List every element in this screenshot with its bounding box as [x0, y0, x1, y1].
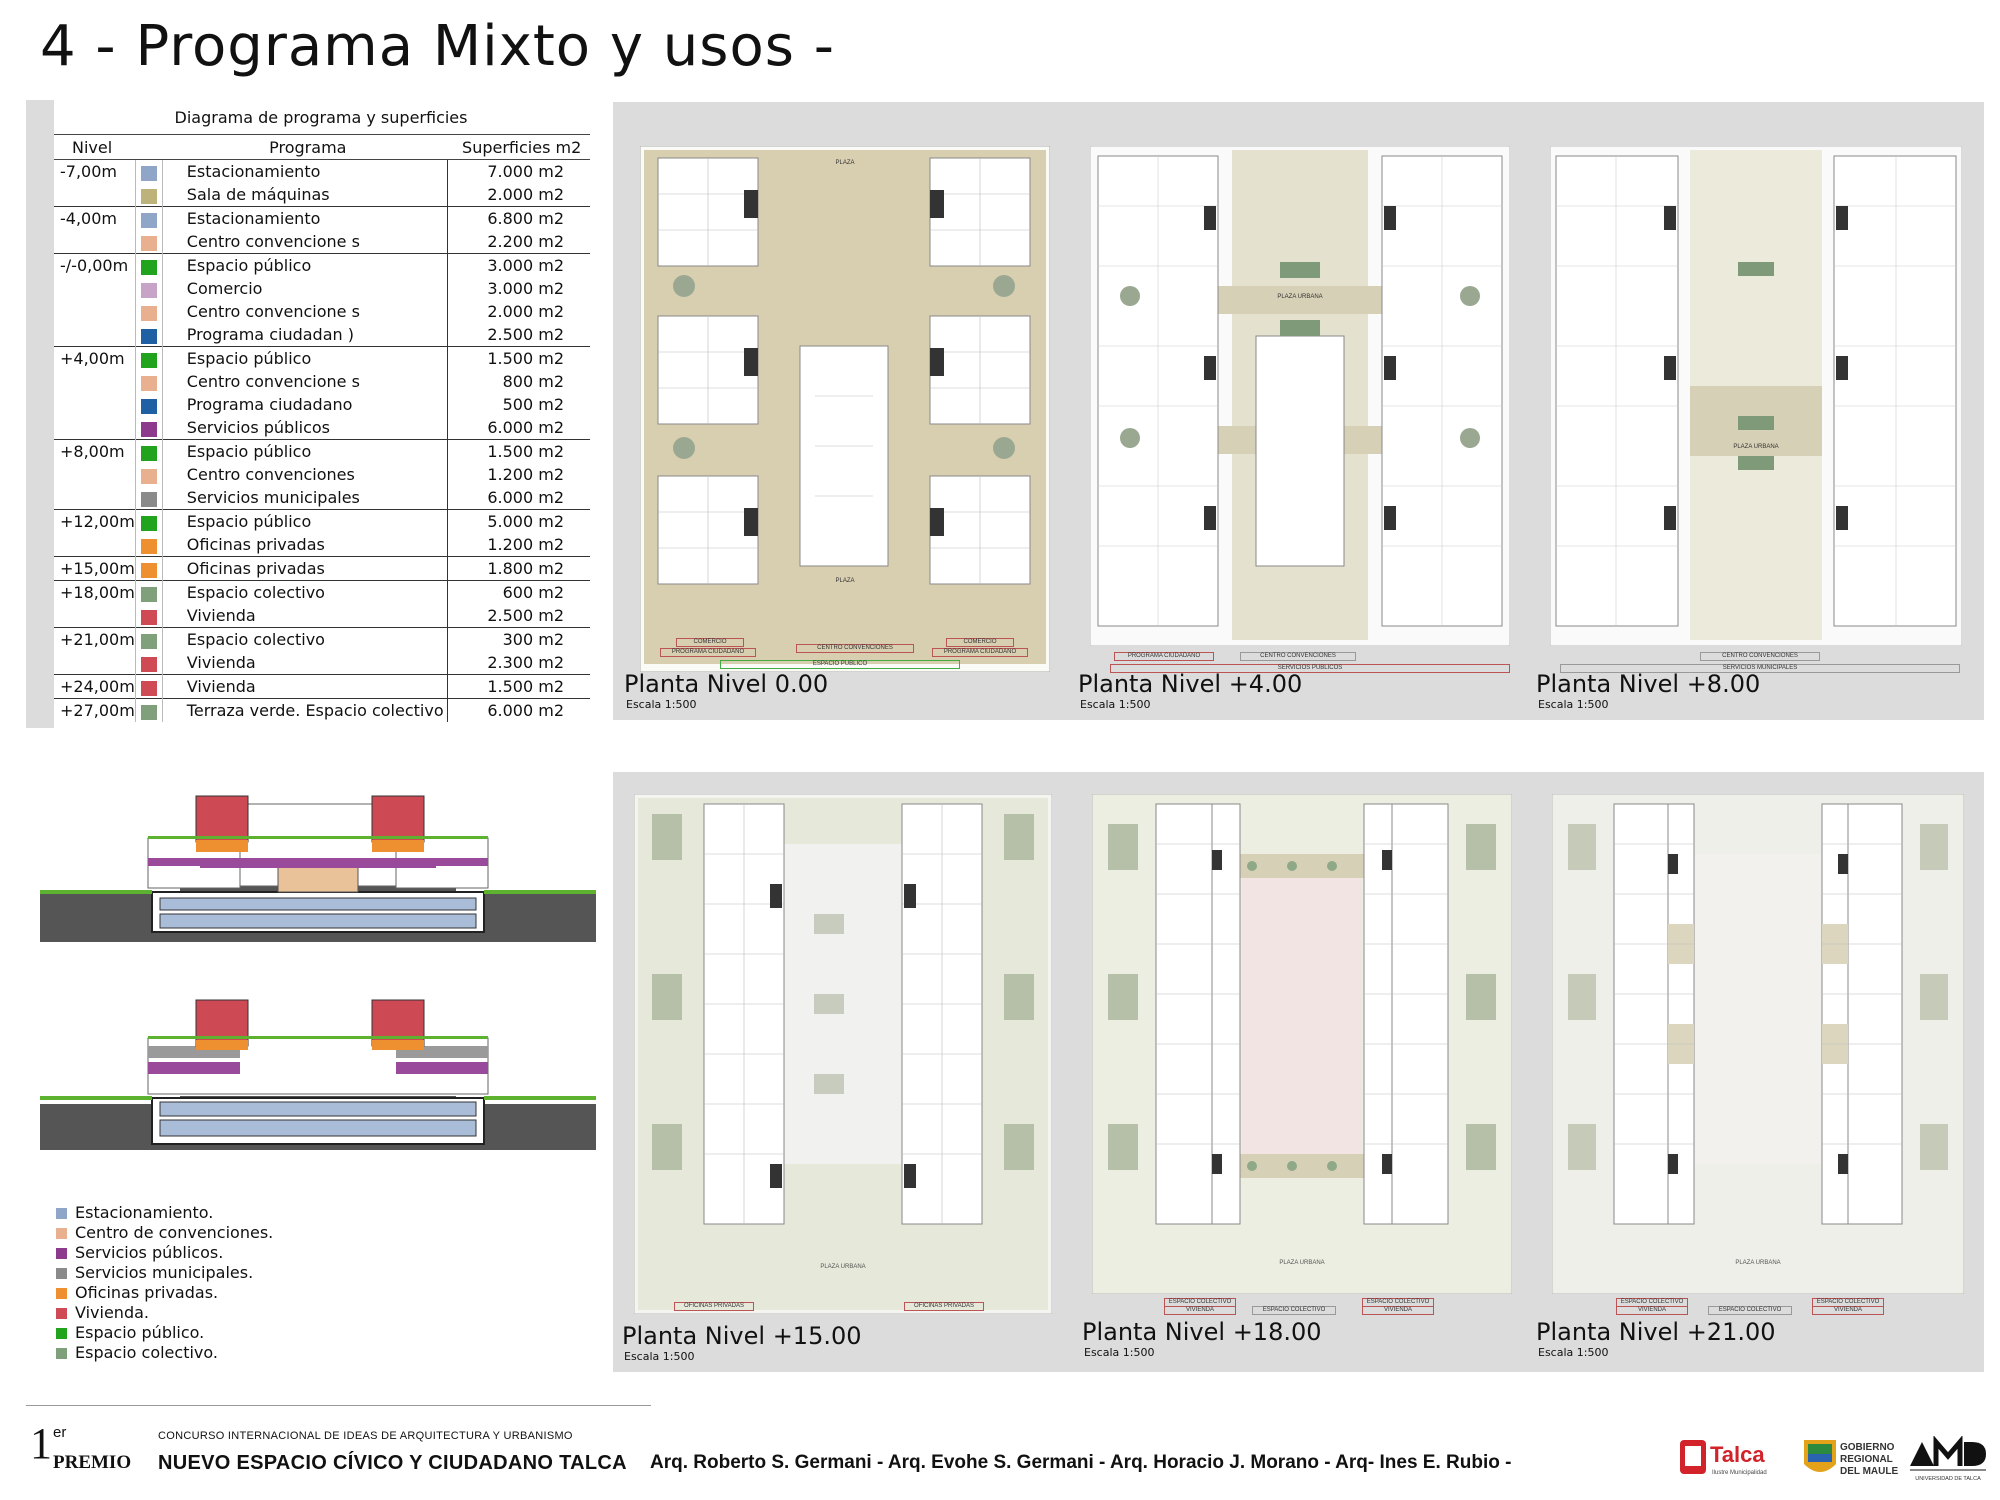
legend-label: Servicios municipales. — [75, 1263, 254, 1282]
table-row — [54, 370, 590, 393]
tag-espacio-colectivo-21a: ESPACIO COLECTIVO — [1616, 1298, 1688, 1307]
legend-label: Estacionamiento. — [75, 1203, 214, 1222]
table-row — [54, 533, 590, 557]
talca-municipality-logo — [1680, 1436, 1788, 1484]
row-level — [54, 486, 135, 510]
header-color — [135, 135, 162, 160]
row-color-cell — [135, 440, 162, 464]
row-color-cell — [135, 207, 162, 231]
tag-espacio-colectivo-18c: ESPACIO COLECTIVO — [1362, 1298, 1434, 1307]
tag-centro-convenciones-8: CENTRO CONVENCIONES — [1700, 652, 1820, 661]
tag-vivienda-21b: VIVIENDA — [1812, 1306, 1884, 1315]
legend-item — [56, 1283, 273, 1303]
legend-swatch — [56, 1248, 67, 1259]
row-color-swatch — [141, 353, 157, 368]
legend-swatch — [56, 1328, 67, 1339]
tag-oficinas-privadas-1: OFICINAS PRIVADAS — [674, 1302, 754, 1311]
row-area: 2.500 m2 — [487, 325, 564, 344]
row-color-swatch — [141, 469, 157, 484]
row-area: 3.000 m2 — [487, 279, 564, 298]
tag-espacio-colectivo-21b: ESPACIO COLECTIVO — [1708, 1306, 1792, 1315]
row-program: Comercio — [162, 277, 447, 300]
row-program: Espacio público — [162, 254, 447, 278]
table-row — [54, 651, 590, 675]
row-level: +8,00m — [54, 440, 135, 464]
gob-logo-line3: DEL MAULE — [1840, 1466, 1898, 1477]
row-level — [54, 370, 135, 393]
plaza-urbana-18: PLAZA URBANA — [1279, 1260, 1325, 1266]
row-color-cell — [135, 300, 162, 323]
section-diagram-2 — [40, 984, 596, 1154]
section-diagram-1 — [40, 774, 596, 944]
row-color-cell — [135, 510, 162, 534]
legend-label: Centro de convenciones. — [75, 1223, 274, 1242]
tag-centro-convenciones-4: CENTRO CONVENCIONES — [1240, 652, 1356, 661]
row-program: Programa ciudadano — [162, 393, 447, 416]
row-area: 2.500 m2 — [487, 606, 564, 625]
row-level — [54, 277, 135, 300]
talca-logo-sub: Ilustre Municipalidad — [1712, 1470, 1767, 1476]
row-program: Servicios públicos — [162, 416, 447, 440]
row-area: 2.200 m2 — [487, 232, 564, 251]
table-row — [54, 510, 590, 534]
legend-label: Espacio público. — [75, 1323, 205, 1342]
row-level: +4,00m — [54, 347, 135, 371]
row-area: 6.000 m2 — [487, 488, 564, 507]
row-color-swatch — [141, 376, 157, 391]
row-area: 1.800 m2 — [447, 557, 590, 581]
tag-oficinas-privadas-2: OFICINAS PRIVADAS — [904, 1302, 984, 1311]
row-color-swatch — [141, 422, 157, 437]
row-color-cell — [135, 347, 162, 371]
table-row — [54, 581, 590, 605]
table-row — [54, 347, 590, 371]
row-area: 2.300 m2 — [487, 653, 564, 672]
row-area: 300 m2 — [447, 628, 590, 652]
plaza-top-text: PLAZA — [835, 160, 855, 166]
table-row — [54, 557, 590, 581]
row-area: 6.800 m2 — [447, 207, 590, 231]
footer-divider — [26, 1405, 651, 1406]
table-row — [54, 277, 590, 300]
row-area: 800 m2 — [502, 372, 564, 391]
prize-word: PREMIO — [53, 1452, 132, 1473]
row-area: 5.000 m2 — [447, 510, 590, 534]
row-program: Vivienda — [162, 604, 447, 628]
row-program: Espacio colectivo — [162, 628, 447, 652]
row-level — [54, 533, 135, 557]
header-nivel: Nivel — [54, 135, 135, 160]
tag-espacio-colectivo-21c: ESPACIO COLECTIVO — [1812, 1298, 1884, 1307]
row-color-cell — [135, 486, 162, 510]
plan-scale-18: Escala 1:500 — [1084, 1346, 1155, 1359]
row-color-swatch — [141, 446, 157, 461]
plaza-urbana-4: PLAZA URBANA — [1277, 294, 1323, 300]
legend-item — [56, 1303, 273, 1323]
tag-programa-ciudadano-4: PROGRAMA CIUDADANO — [1114, 652, 1214, 661]
plaza-bottom-text: PLAZA — [835, 578, 855, 584]
tag-comercio-2: COMERCIO — [946, 638, 1014, 647]
legend-item — [56, 1203, 273, 1223]
row-color-cell — [135, 254, 162, 278]
row-color-swatch — [141, 236, 157, 251]
row-color-swatch — [141, 587, 157, 602]
row-program: Centro convenciones — [162, 463, 447, 486]
row-color-cell — [135, 651, 162, 675]
table-side-bar — [26, 100, 54, 728]
row-area: 7.000 m2 — [447, 160, 590, 184]
row-area: 500 m2 — [502, 395, 564, 414]
plan-label-8: Planta Nivel +8.00 — [1536, 670, 1761, 698]
table-row — [54, 323, 590, 347]
row-level — [54, 183, 135, 207]
row-color-cell — [135, 416, 162, 440]
plan-label-15: Planta Nivel +15.00 — [622, 1322, 862, 1350]
table-caption: Diagrama de programa y superficies — [174, 108, 468, 127]
table-row — [54, 699, 590, 723]
legend-label: Servicios públicos. — [75, 1243, 224, 1262]
row-level: -/-0,00m — [54, 254, 135, 278]
row-area: 1.200 m2 — [487, 535, 564, 554]
amd-logo-sub: UNIVERSIDAD DE TALCA — [1915, 1476, 1981, 1482]
legend-swatch — [56, 1308, 67, 1319]
legend-swatch — [56, 1288, 67, 1299]
row-area: 600 m2 — [447, 581, 590, 605]
plan-scale-21: Escala 1:500 — [1538, 1346, 1609, 1359]
header-programa: Programa — [162, 135, 447, 160]
plan-level-0 — [640, 146, 1050, 672]
row-level — [54, 463, 135, 486]
row-color-cell — [135, 230, 162, 254]
row-color-cell — [135, 160, 162, 184]
page-title: 4 - Programa Mixto y usos - — [40, 14, 835, 79]
tag-espacio-publico: ESPACIO PUBLICO — [720, 660, 960, 669]
legend-item — [56, 1343, 273, 1363]
row-level: +12,00m — [54, 510, 135, 534]
row-level: +18,00m — [54, 581, 135, 605]
row-area: 1.200 m2 — [487, 465, 564, 484]
row-level — [54, 604, 135, 628]
row-color-swatch — [141, 283, 157, 298]
row-level: +15,00m — [54, 557, 135, 581]
row-area: 1.500 m2 — [447, 675, 590, 699]
row-level — [54, 416, 135, 440]
table-row — [54, 675, 590, 699]
row-color-cell — [135, 323, 162, 347]
legend-item — [56, 1263, 273, 1283]
row-program: Centro convencione s — [162, 300, 447, 323]
row-color-cell — [135, 277, 162, 300]
legend-item — [56, 1223, 273, 1243]
color-legend — [56, 1203, 273, 1363]
tag-espacio-colectivo-18a: ESPACIO COLECTIVO — [1164, 1298, 1236, 1307]
legend-swatch — [56, 1268, 67, 1279]
row-color-cell — [135, 557, 162, 581]
legend-label: Oficinas privadas. — [75, 1283, 219, 1302]
row-color-swatch — [141, 634, 157, 649]
table-row — [54, 230, 590, 254]
legend-label: Espacio colectivo. — [75, 1343, 218, 1362]
row-level — [54, 651, 135, 675]
legend-swatch — [56, 1228, 67, 1239]
row-program: Terraza verde. Espacio colectivo — [162, 699, 447, 723]
project-name: NUEVO ESPACIO CÍVICO Y CIUDADANO TALCA — [158, 1452, 627, 1474]
row-level: +21,00m — [54, 628, 135, 652]
row-program: Oficinas privadas — [162, 533, 447, 557]
row-color-swatch — [141, 213, 157, 228]
table-row — [54, 254, 590, 278]
row-area: 1.500 m2 — [447, 347, 590, 371]
row-color-swatch — [141, 516, 157, 531]
table-row — [54, 300, 590, 323]
table-row — [54, 183, 590, 207]
row-color-swatch — [141, 539, 157, 554]
legend-swatch — [56, 1348, 67, 1359]
row-program: Espacio público — [162, 347, 447, 371]
row-program: Estacionamiento — [162, 207, 447, 231]
authors-line: Arq. Roberto S. Germani - Arq. Evohe S. Germani - Arq. Horacio J. Morano - Arq- Ines E. Rubio - — [650, 1452, 1512, 1473]
tag-espacio-colectivo-18b: ESPACIO COLECTIVO — [1252, 1306, 1336, 1315]
tag-vivienda-18b: VIVIENDA — [1362, 1306, 1434, 1315]
row-color-swatch — [141, 563, 157, 578]
row-area: 6.000 m2 — [487, 418, 564, 437]
plan-level-4 — [1090, 146, 1510, 646]
row-color-cell — [135, 370, 162, 393]
table-row — [54, 486, 590, 510]
plan-label-21: Planta Nivel +21.00 — [1536, 1318, 1776, 1346]
tag-servicios-municipales-8: SERVICIOS MUNICIPALES — [1560, 664, 1960, 673]
tag-programa-ciudadano-2: PROGRAMA CIUDADANO — [932, 648, 1028, 657]
tag-programa-ciudadano-1: PROGRAMA CIUDADANO — [660, 648, 756, 657]
legend-label: Vivienda. — [75, 1303, 149, 1322]
row-color-swatch — [141, 610, 157, 625]
prize-superscript: er — [53, 1424, 67, 1441]
table-row — [54, 207, 590, 231]
row-level — [54, 323, 135, 347]
table-row — [54, 440, 590, 464]
row-area: 2.000 m2 — [487, 302, 564, 321]
row-color-cell — [135, 183, 162, 207]
row-program: Centro convencione s — [162, 230, 447, 254]
plaza-urbana-8: PLAZA URBANA — [1733, 444, 1779, 450]
header-superficies: Superficies m2 — [447, 135, 590, 160]
row-color-cell — [135, 463, 162, 486]
row-program: Espacio público — [162, 440, 447, 464]
row-color-cell — [135, 604, 162, 628]
row-area: 2.000 m2 — [487, 185, 564, 204]
plan-label-0: Planta Nivel 0.00 — [624, 670, 829, 698]
gob-logo-line2: REGIONAL — [1840, 1454, 1893, 1465]
program-table — [26, 100, 590, 730]
row-area: 3.000 m2 — [447, 254, 590, 278]
row-color-cell — [135, 533, 162, 557]
row-program: Centro convencione s — [162, 370, 447, 393]
row-color-swatch — [141, 166, 157, 181]
row-color-cell — [135, 628, 162, 652]
tag-centro-convenciones: CENTRO CONVENCIONES — [796, 644, 914, 653]
table-row — [54, 416, 590, 440]
row-program: Sala de máquinas — [162, 183, 447, 207]
program-area-table — [54, 134, 590, 722]
plan-scale-15: Escala 1:500 — [624, 1350, 695, 1363]
row-color-swatch — [141, 657, 157, 672]
tag-servicios-publicos-4: SERVICIOS PUBLICOS — [1110, 664, 1510, 673]
row-color-swatch — [141, 189, 157, 204]
legend-item — [56, 1243, 273, 1263]
plan-level-18 — [1092, 794, 1512, 1294]
plan-scale-4: Escala 1:500 — [1080, 698, 1151, 711]
row-color-swatch — [141, 329, 157, 344]
row-color-swatch — [141, 260, 157, 275]
row-color-cell — [135, 675, 162, 699]
gob-logo-line1: GOBIERNO — [1840, 1442, 1895, 1453]
row-color-cell — [135, 393, 162, 416]
row-level — [54, 230, 135, 254]
row-color-swatch — [141, 681, 157, 696]
row-color-swatch — [141, 306, 157, 321]
table-row — [54, 628, 590, 652]
row-color-swatch — [141, 399, 157, 414]
row-program: Servicios municipales — [162, 486, 447, 510]
row-area: 1.500 m2 — [447, 440, 590, 464]
tag-vivienda-18a: VIVIENDA — [1164, 1306, 1236, 1315]
legend-swatch — [56, 1208, 67, 1219]
table-row — [54, 604, 590, 628]
row-program: Vivienda — [162, 651, 447, 675]
contest-name: CONCURSO INTERNACIONAL DE IDEAS DE ARQUITECTURA Y URBANISMO — [158, 1430, 573, 1442]
row-color-cell — [135, 581, 162, 605]
row-level — [54, 393, 135, 416]
row-program: Vivienda — [162, 675, 447, 699]
tag-comercio-1: COMERCIO — [676, 638, 744, 647]
row-level: -4,00m — [54, 207, 135, 231]
row-program: Programa ciudadan ) — [162, 323, 447, 347]
row-color-swatch — [141, 492, 157, 507]
plan-scale-8: Escala 1:500 — [1538, 698, 1609, 711]
plan-label-18: Planta Nivel +18.00 — [1082, 1318, 1322, 1346]
plan-label-4: Planta Nivel +4.00 — [1078, 670, 1303, 698]
gobierno-regional-logo — [1802, 1434, 1898, 1486]
plaza-urbana-21: PLAZA URBANA — [1735, 1260, 1781, 1266]
legend-item — [56, 1323, 273, 1343]
prize-number: 1 — [30, 1419, 52, 1468]
row-program: Estacionamiento — [162, 160, 447, 184]
row-program: Oficinas privadas — [162, 557, 447, 581]
plaza-urbana-15: PLAZA URBANA — [820, 1264, 866, 1270]
table-row — [54, 393, 590, 416]
table-row — [54, 463, 590, 486]
plan-scale-0: Escala 1:500 — [626, 698, 697, 711]
row-program: Espacio colectivo — [162, 581, 447, 605]
row-level — [54, 300, 135, 323]
row-program: Espacio público — [162, 510, 447, 534]
plan-level-21 — [1552, 794, 1964, 1294]
plan-level-8 — [1550, 146, 1962, 646]
amd-university-logo — [1908, 1436, 1988, 1488]
row-level: -7,00m — [54, 160, 135, 184]
plan-level-15 — [634, 794, 1052, 1314]
table-row — [54, 160, 590, 184]
row-color-swatch — [141, 705, 157, 720]
talca-logo-text: Talca — [1710, 1442, 1765, 1467]
tag-vivienda-21a: VIVIENDA — [1616, 1306, 1688, 1315]
row-area: 6.000 m2 — [447, 699, 590, 723]
row-level: +24,00m — [54, 675, 135, 699]
row-level: +27,00m — [54, 699, 135, 723]
row-color-cell — [135, 699, 162, 723]
